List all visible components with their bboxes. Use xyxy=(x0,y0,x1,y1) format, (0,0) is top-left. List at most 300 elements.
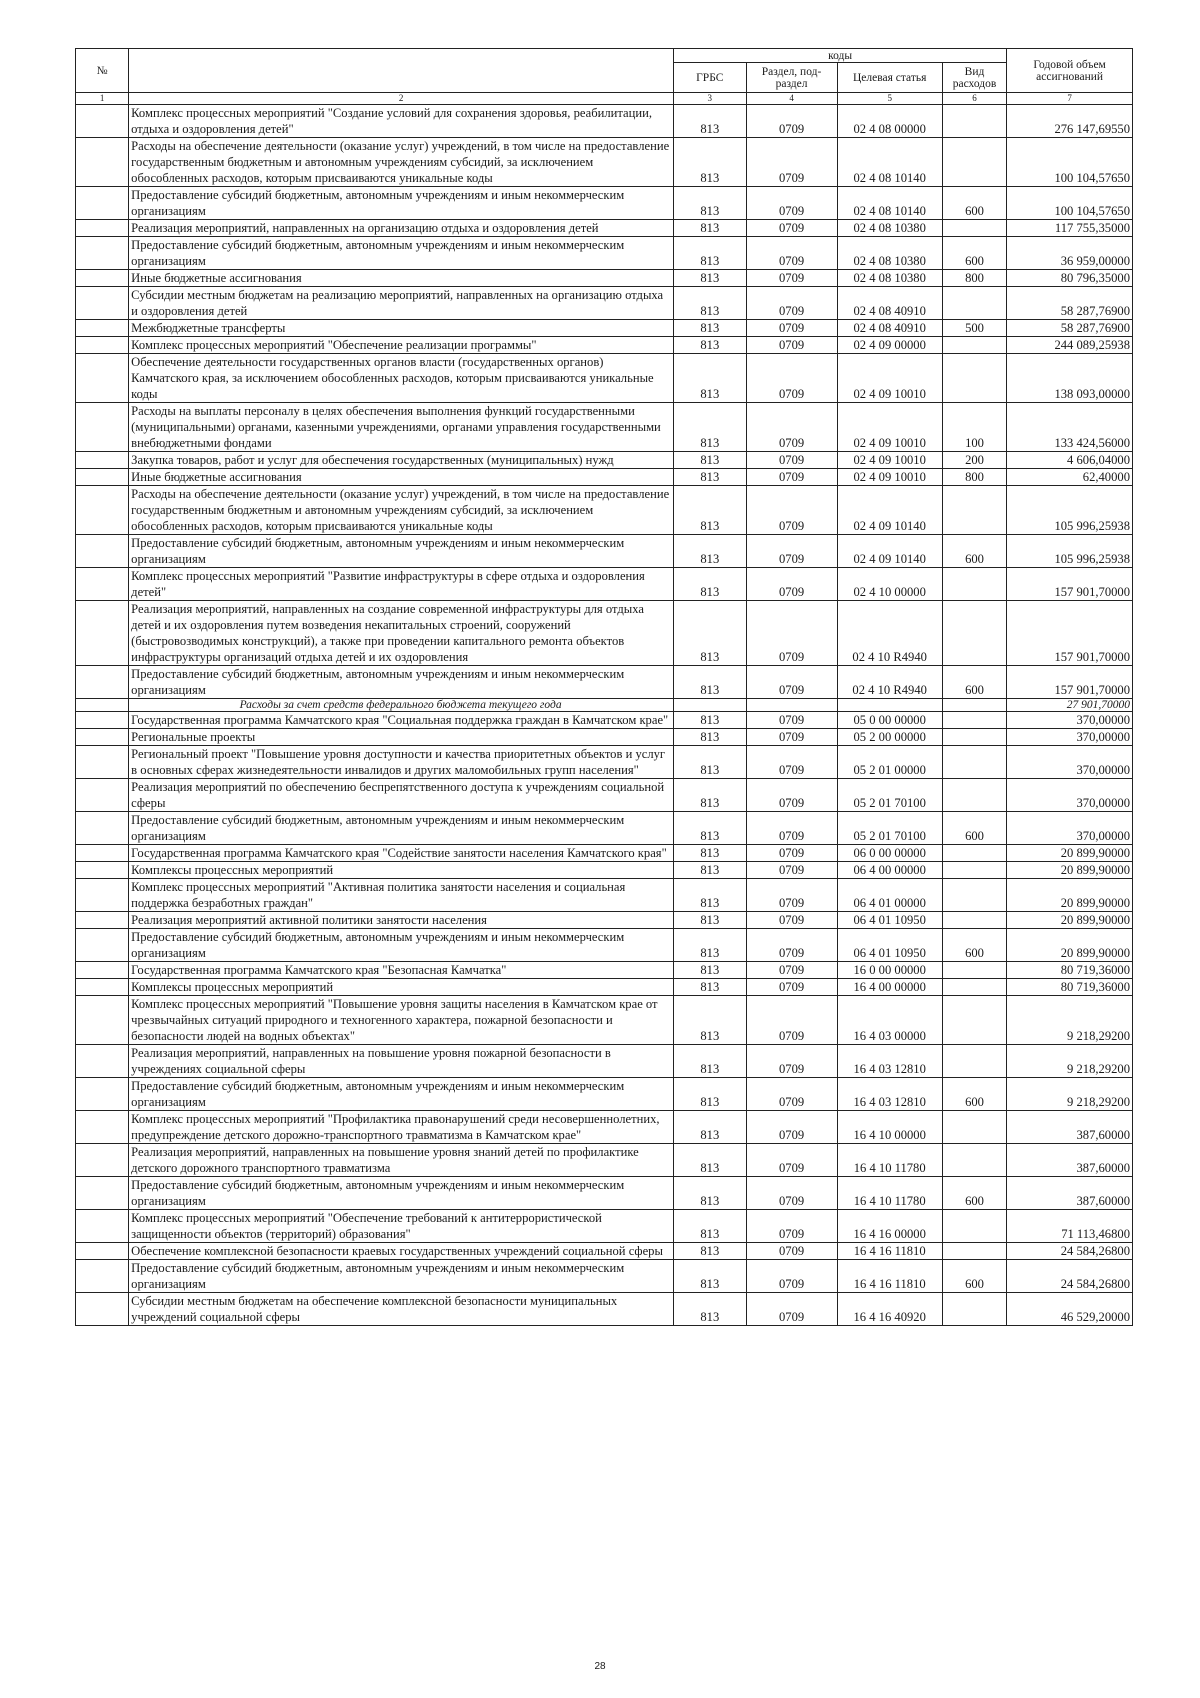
row-amount-cell: 80 796,35000 xyxy=(1007,270,1133,287)
row-kind-cell xyxy=(942,568,1006,601)
row-grbs-cell: 813 xyxy=(674,337,747,354)
row-section-cell: 0709 xyxy=(746,746,837,779)
row-num-cell xyxy=(76,666,129,699)
row-kind-cell xyxy=(942,729,1006,746)
row-name-cell: Комплекс процессных мероприятий "Обеспечение реализации программы" xyxy=(129,337,674,354)
row-grbs-cell: 813 xyxy=(674,666,747,699)
row-section-cell: 0709 xyxy=(746,105,837,138)
table-row xyxy=(76,320,1133,337)
row-section-cell: 0709 xyxy=(746,962,837,979)
row-kind-cell xyxy=(942,287,1006,320)
row-num-cell xyxy=(76,879,129,912)
row-target-cell: 02 4 08 40910 xyxy=(837,287,942,320)
row-num-cell xyxy=(76,1243,129,1260)
row-grbs-cell: 813 xyxy=(674,1260,747,1293)
row-grbs-cell: 813 xyxy=(674,1210,747,1243)
row-name-cell: Расходы на обеспечение деятельности (оказание услуг) учреждений, в том числе на предоставление государственным бюджетным и автономным учреждениям субсидий, за исключением обособленных расходов, которым присваиваются уникальные коды xyxy=(129,486,674,535)
row-amount-cell: 58 287,76900 xyxy=(1007,287,1133,320)
row-grbs-cell: 813 xyxy=(674,469,747,486)
table-row xyxy=(76,187,1133,220)
row-kind-cell xyxy=(942,912,1006,929)
table-row xyxy=(76,1293,1133,1326)
row-kind-cell xyxy=(942,1293,1006,1326)
header-name-blank xyxy=(129,49,674,93)
row-target-cell: 06 4 01 10950 xyxy=(837,929,942,962)
row-section-cell: 0709 xyxy=(746,1210,837,1243)
row-amount-cell: 24 584,26800 xyxy=(1007,1243,1133,1260)
row-kind-cell xyxy=(942,1111,1006,1144)
table-row xyxy=(76,486,1133,535)
row-kind-cell xyxy=(942,105,1006,138)
row-grbs-cell: 813 xyxy=(674,746,747,779)
row-num-cell xyxy=(76,237,129,270)
row-target-cell: 06 4 01 10950 xyxy=(837,912,942,929)
row-kind-cell xyxy=(942,486,1006,535)
row-grbs-cell xyxy=(674,699,747,712)
row-grbs-cell: 813 xyxy=(674,779,747,812)
row-num-cell xyxy=(76,469,129,486)
page-number: 28 xyxy=(594,1661,606,1672)
row-target-cell: 16 4 00 00000 xyxy=(837,979,942,996)
row-grbs-cell: 813 xyxy=(674,220,747,237)
row-num-cell xyxy=(76,138,129,187)
row-kind-cell xyxy=(942,138,1006,187)
table-row xyxy=(76,138,1133,187)
row-num-cell xyxy=(76,287,129,320)
row-kind-cell: 800 xyxy=(942,469,1006,486)
row-num-cell xyxy=(76,187,129,220)
row-name-cell: Комплексы процессных мероприятий xyxy=(129,862,674,879)
row-amount-cell: 138 093,00000 xyxy=(1007,354,1133,403)
col-number-4: 4 xyxy=(746,93,837,105)
row-amount-cell: 100 104,57650 xyxy=(1007,187,1133,220)
row-amount-cell: 20 899,90000 xyxy=(1007,929,1133,962)
row-section-cell: 0709 xyxy=(746,929,837,962)
row-amount-cell: 9 218,29200 xyxy=(1007,1078,1133,1111)
row-section-cell: 0709 xyxy=(746,845,837,862)
row-grbs-cell: 813 xyxy=(674,452,747,469)
row-grbs-cell: 813 xyxy=(674,1078,747,1111)
row-kind-cell xyxy=(942,979,1006,996)
row-num-cell xyxy=(76,601,129,666)
row-name-cell: Обеспечение деятельности государственных органов власти (государственных органов) Камчатского края, за исключением обособленных расходов, которым присваиваются уникальные коды xyxy=(129,354,674,403)
row-kind-cell xyxy=(942,220,1006,237)
row-target-cell: 16 4 03 12810 xyxy=(837,1045,942,1078)
table-row xyxy=(76,535,1133,568)
row-num-cell xyxy=(76,979,129,996)
row-name-cell: Расходы за счет средств федерального бюджета текущего года xyxy=(129,699,674,712)
row-kind-cell: 600 xyxy=(942,237,1006,270)
row-kind-cell: 200 xyxy=(942,452,1006,469)
row-grbs-cell: 813 xyxy=(674,1144,747,1177)
row-num-cell xyxy=(76,1078,129,1111)
table-row xyxy=(76,962,1133,979)
row-kind-cell: 800 xyxy=(942,270,1006,287)
row-grbs-cell: 813 xyxy=(674,486,747,535)
row-section-cell: 0709 xyxy=(746,287,837,320)
row-section-cell: 0709 xyxy=(746,712,837,729)
col-number-7: 7 xyxy=(1007,93,1133,105)
row-target-cell: 16 4 16 11810 xyxy=(837,1243,942,1260)
row-grbs-cell: 813 xyxy=(674,403,747,452)
row-section-cell: 0709 xyxy=(746,337,837,354)
table-row xyxy=(76,729,1133,746)
row-amount-cell: 387,60000 xyxy=(1007,1144,1133,1177)
row-num-cell xyxy=(76,912,129,929)
row-section-cell: 0709 xyxy=(746,1078,837,1111)
row-grbs-cell: 813 xyxy=(674,237,747,270)
row-name-cell: Государственная программа Камчатского края "Безопасная Камчатка" xyxy=(129,962,674,979)
row-name-cell: Иные бюджетные ассигнования xyxy=(129,270,674,287)
row-amount-cell: 27 901,70000 xyxy=(1007,699,1133,712)
table-row xyxy=(76,354,1133,403)
row-name-cell: Иные бюджетные ассигнования xyxy=(129,469,674,486)
row-num-cell xyxy=(76,1144,129,1177)
row-target-cell: 16 4 10 11780 xyxy=(837,1177,942,1210)
row-name-cell: Предоставление субсидий бюджетным, автономным учреждениям и иным некоммерческим организациям xyxy=(129,237,674,270)
row-num-cell xyxy=(76,862,129,879)
row-name-cell: Предоставление субсидий бюджетным, автономным учреждениям и иным некоммерческим организациям xyxy=(129,187,674,220)
row-num-cell xyxy=(76,929,129,962)
row-target-cell: 16 0 00 00000 xyxy=(837,962,942,979)
row-kind-cell xyxy=(942,1210,1006,1243)
table-row xyxy=(76,469,1133,486)
col-number-3: 3 xyxy=(674,93,747,105)
row-name-cell: Региональные проекты xyxy=(129,729,674,746)
row-kind-cell: 600 xyxy=(942,535,1006,568)
row-kind-cell xyxy=(942,879,1006,912)
row-kind-cell xyxy=(942,699,1006,712)
row-target-cell: 02 4 08 10140 xyxy=(837,187,942,220)
row-amount-cell: 157 901,70000 xyxy=(1007,568,1133,601)
table-row xyxy=(76,270,1133,287)
row-section-cell: 0709 xyxy=(746,912,837,929)
row-num-cell xyxy=(76,996,129,1045)
row-section-cell: 0709 xyxy=(746,996,837,1045)
row-target-cell: 16 4 03 12810 xyxy=(837,1078,942,1111)
row-name-cell: Расходы на обеспечение деятельности (оказание услуг) учреждений, в том числе на предоставление государственным бюджетным и автономным учреждениям субсидий, за исключением обособленных расходов, которым присваиваются уникальные коды xyxy=(129,138,674,187)
row-grbs-cell: 813 xyxy=(674,929,747,962)
row-target-cell: 02 4 08 10380 xyxy=(837,237,942,270)
row-target-cell: 02 4 10 R4940 xyxy=(837,666,942,699)
row-amount-cell: 58 287,76900 xyxy=(1007,320,1133,337)
row-num-cell xyxy=(76,1111,129,1144)
row-amount-cell: 370,00000 xyxy=(1007,812,1133,845)
col-number-6: 6 xyxy=(942,93,1006,105)
row-amount-cell: 9 218,29200 xyxy=(1007,1045,1133,1078)
row-section-cell: 0709 xyxy=(746,1045,837,1078)
row-num-cell xyxy=(76,535,129,568)
header-volume: Годовой объем ассигнований xyxy=(1007,49,1133,93)
row-target-cell: 02 4 09 10010 xyxy=(837,452,942,469)
row-grbs-cell: 813 xyxy=(674,535,747,568)
row-num-cell xyxy=(76,699,129,712)
row-amount-cell: 370,00000 xyxy=(1007,712,1133,729)
row-amount-cell: 100 104,57650 xyxy=(1007,138,1133,187)
table-row xyxy=(76,601,1133,666)
table-row xyxy=(76,568,1133,601)
row-target-cell: 05 2 00 00000 xyxy=(837,729,942,746)
row-target-cell: 02 4 09 10140 xyxy=(837,486,942,535)
row-kind-cell: 500 xyxy=(942,320,1006,337)
row-grbs-cell: 813 xyxy=(674,187,747,220)
row-section-cell xyxy=(746,699,837,712)
row-target-cell: 16 4 03 00000 xyxy=(837,996,942,1045)
row-section-cell: 0709 xyxy=(746,779,837,812)
row-name-cell: Реализация мероприятий, направленных на повышение уровня знаний детей по профилактике детского дорожного транспортного травматизма xyxy=(129,1144,674,1177)
row-section-cell: 0709 xyxy=(746,879,837,912)
row-kind-cell xyxy=(942,746,1006,779)
row-amount-cell: 276 147,69550 xyxy=(1007,105,1133,138)
row-kind-cell xyxy=(942,337,1006,354)
row-kind-cell xyxy=(942,1045,1006,1078)
table-row xyxy=(76,996,1133,1045)
row-target-cell xyxy=(837,699,942,712)
row-name-cell: Субсидии местным бюджетам на обеспечение комплексной безопасности муниципальных учреждений социальной сферы xyxy=(129,1293,674,1326)
row-amount-cell: 244 089,25938 xyxy=(1007,337,1133,354)
row-grbs-cell: 813 xyxy=(674,1111,747,1144)
row-grbs-cell: 813 xyxy=(674,568,747,601)
row-target-cell: 16 4 16 00000 xyxy=(837,1210,942,1243)
row-amount-cell: 157 901,70000 xyxy=(1007,666,1133,699)
row-amount-cell: 387,60000 xyxy=(1007,1177,1133,1210)
row-name-cell: Расходы на выплаты персоналу в целях обеспечения выполнения функций государственными (муниципальными) органами, казенными учреждениями, органами управления государственными внебюджетными фондами xyxy=(129,403,674,452)
row-grbs-cell: 813 xyxy=(674,1177,747,1210)
row-num-cell xyxy=(76,105,129,138)
row-amount-cell: 370,00000 xyxy=(1007,729,1133,746)
row-grbs-cell: 813 xyxy=(674,996,747,1045)
header-codes: коды xyxy=(674,49,1007,63)
table-row xyxy=(76,845,1133,862)
row-name-cell: Предоставление субсидий бюджетным, автономным учреждениям и иным некоммерческим организациям xyxy=(129,1078,674,1111)
row-grbs-cell: 813 xyxy=(674,712,747,729)
row-num-cell xyxy=(76,779,129,812)
row-target-cell: 16 4 10 11780 xyxy=(837,1144,942,1177)
row-grbs-cell: 813 xyxy=(674,105,747,138)
row-amount-cell: 71 113,46800 xyxy=(1007,1210,1133,1243)
row-num-cell xyxy=(76,354,129,403)
row-target-cell: 02 4 10 00000 xyxy=(837,568,942,601)
row-num-cell xyxy=(76,452,129,469)
row-name-cell: Закупка товаров, работ и услуг для обеспечения государственных (муниципальных) нужд xyxy=(129,452,674,469)
row-grbs-cell: 813 xyxy=(674,879,747,912)
table-row xyxy=(76,929,1133,962)
row-grbs-cell: 813 xyxy=(674,270,747,287)
table-header xyxy=(76,49,1133,105)
budget-table-sheet xyxy=(75,48,1133,1326)
row-name-cell: Комплексы процессных мероприятий xyxy=(129,979,674,996)
row-target-cell: 06 0 00 00000 xyxy=(837,845,942,862)
row-num-cell xyxy=(76,712,129,729)
table-row xyxy=(76,779,1133,812)
header-target: Целевая статья xyxy=(837,63,942,93)
row-kind-cell: 100 xyxy=(942,403,1006,452)
row-amount-cell: 20 899,90000 xyxy=(1007,862,1133,879)
row-num-cell xyxy=(76,746,129,779)
table-row xyxy=(76,712,1133,729)
row-num-cell xyxy=(76,403,129,452)
row-grbs-cell: 813 xyxy=(674,979,747,996)
row-name-cell: Субсидии местным бюджетам на реализацию мероприятий, направленных на организацию отдыха и оздоровления детей xyxy=(129,287,674,320)
row-kind-cell xyxy=(942,996,1006,1045)
row-amount-cell: 105 996,25938 xyxy=(1007,535,1133,568)
row-target-cell: 05 2 01 70100 xyxy=(837,779,942,812)
row-target-cell: 16 4 16 40920 xyxy=(837,1293,942,1326)
row-grbs-cell: 813 xyxy=(674,1293,747,1326)
table-row xyxy=(76,1078,1133,1111)
row-name-cell: Комплекс процессных мероприятий "Создание условий для сохранения здоровья, реабилитации, отдыха и оздоровления детей" xyxy=(129,105,674,138)
row-num-cell xyxy=(76,962,129,979)
budget-table xyxy=(75,48,1133,1326)
col-number-2: 2 xyxy=(129,93,674,105)
row-section-cell: 0709 xyxy=(746,403,837,452)
header-grbs: ГРБС xyxy=(674,63,747,93)
row-amount-cell: 80 719,36000 xyxy=(1007,962,1133,979)
table-row xyxy=(76,746,1133,779)
table-row xyxy=(76,1260,1133,1293)
row-section-cell: 0709 xyxy=(746,1243,837,1260)
row-section-cell: 0709 xyxy=(746,535,837,568)
row-name-cell: Реализация мероприятий, направленных на повышение уровня пожарной безопасности в учреждениях социальной сферы xyxy=(129,1045,674,1078)
row-kind-cell xyxy=(942,712,1006,729)
row-section-cell: 0709 xyxy=(746,469,837,486)
row-section-cell: 0709 xyxy=(746,601,837,666)
row-num-cell xyxy=(76,270,129,287)
row-amount-cell: 157 901,70000 xyxy=(1007,601,1133,666)
row-section-cell: 0709 xyxy=(746,862,837,879)
row-amount-cell: 46 529,20000 xyxy=(1007,1293,1133,1326)
row-section-cell: 0709 xyxy=(746,1144,837,1177)
row-grbs-cell: 813 xyxy=(674,138,747,187)
table-row xyxy=(76,287,1133,320)
table-row xyxy=(76,403,1133,452)
row-name-cell: Обеспечение комплексной безопасности краевых государственных учреждений социальной сферы xyxy=(129,1243,674,1260)
row-name-cell: Комплекс процессных мероприятий "Развитие инфраструктуры в сфере отдыха и оздоровления детей" xyxy=(129,568,674,601)
row-section-cell: 0709 xyxy=(746,354,837,403)
table-row xyxy=(76,912,1133,929)
row-amount-cell: 133 424,56000 xyxy=(1007,403,1133,452)
row-name-cell: Реализация мероприятий, направленных на создание современной инфраструктуры для отдыха детей и их оздоровления путем возведения некапитальных строений, сооружений (быстровозводимых конструкций), а также при проведении капитального ремонта объектов инфраструктуры организаций отдыха детей и их оздоровления xyxy=(129,601,674,666)
row-amount-cell: 20 899,90000 xyxy=(1007,845,1133,862)
row-kind-cell xyxy=(942,779,1006,812)
table-row xyxy=(76,862,1133,879)
row-target-cell: 02 4 08 10140 xyxy=(837,138,942,187)
table-row xyxy=(76,1045,1133,1078)
row-grbs-cell: 813 xyxy=(674,729,747,746)
row-target-cell: 02 4 08 40910 xyxy=(837,320,942,337)
row-section-cell: 0709 xyxy=(746,1293,837,1326)
row-section-cell: 0709 xyxy=(746,1260,837,1293)
row-name-cell: Предоставление субсидий бюджетным, автономным учреждениям и иным некоммерческим организациям xyxy=(129,535,674,568)
row-section-cell: 0709 xyxy=(746,1111,837,1144)
row-amount-cell: 36 959,00000 xyxy=(1007,237,1133,270)
table-row xyxy=(76,812,1133,845)
row-grbs-cell: 813 xyxy=(674,601,747,666)
row-target-cell: 02 4 09 10010 xyxy=(837,354,942,403)
row-name-cell: Реализация мероприятий, направленных на организацию отдыха и оздоровления детей xyxy=(129,220,674,237)
row-grbs-cell: 813 xyxy=(674,862,747,879)
row-target-cell: 16 4 10 00000 xyxy=(837,1111,942,1144)
row-num-cell xyxy=(76,1293,129,1326)
row-amount-cell: 117 755,35000 xyxy=(1007,220,1133,237)
table-row xyxy=(76,1177,1133,1210)
table-row xyxy=(76,1243,1133,1260)
row-name-cell: Комплекс процессных мероприятий "Профилактика правонарушений среди несовершеннолетних, предупреждение детского дорожно-транспортного травматизма в Камчатском крае" xyxy=(129,1111,674,1144)
row-section-cell: 0709 xyxy=(746,187,837,220)
row-target-cell: 02 4 08 10380 xyxy=(837,270,942,287)
row-target-cell: 05 0 00 00000 xyxy=(837,712,942,729)
row-grbs-cell: 813 xyxy=(674,1045,747,1078)
row-section-cell: 0709 xyxy=(746,220,837,237)
row-amount-cell: 80 719,36000 xyxy=(1007,979,1133,996)
row-target-cell: 02 4 09 10010 xyxy=(837,469,942,486)
row-kind-cell xyxy=(942,601,1006,666)
row-num-cell xyxy=(76,845,129,862)
row-kind-cell: 600 xyxy=(942,666,1006,699)
row-num-cell xyxy=(76,486,129,535)
row-name-cell: Комплекс процессных мероприятий "Повышение уровня защиты населения в Камчатском крае от чрезвычайных ситуаций природного и техногенного характера, пожарной безопасности и безопасности людей на водных объектах" xyxy=(129,996,674,1045)
row-target-cell: 02 4 09 10010 xyxy=(837,403,942,452)
row-amount-cell: 370,00000 xyxy=(1007,746,1133,779)
row-kind-cell xyxy=(942,354,1006,403)
row-name-cell: Государственная программа Камчатского края "Социальная поддержка граждан в Камчатском крае" xyxy=(129,712,674,729)
table-row xyxy=(76,337,1133,354)
table-row xyxy=(76,1210,1133,1243)
row-amount-cell: 24 584,26800 xyxy=(1007,1260,1133,1293)
row-kind-cell xyxy=(942,845,1006,862)
table-row xyxy=(76,699,1133,712)
row-num-cell xyxy=(76,320,129,337)
row-target-cell: 16 4 16 11810 xyxy=(837,1260,942,1293)
row-name-cell: Предоставление субсидий бюджетным, автономным учреждениям и иным некоммерческим организациям xyxy=(129,812,674,845)
row-section-cell: 0709 xyxy=(746,729,837,746)
row-name-cell: Предоставление субсидий бюджетным, автономным учреждениям и иным некоммерческим организациям xyxy=(129,1177,674,1210)
header-num: № xyxy=(76,49,129,93)
row-num-cell xyxy=(76,729,129,746)
row-amount-cell: 387,60000 xyxy=(1007,1111,1133,1144)
row-kind-cell xyxy=(942,1144,1006,1177)
header-kind: Вид расходов xyxy=(942,63,1006,93)
row-name-cell: Региональный проект "Повышение уровня доступности и качества приоритетных объектов и услуг в основных сферах жизнедеятельности инвалидов и других маломобильных групп населения" xyxy=(129,746,674,779)
row-name-cell: Государственная программа Камчатского края "Содействие занятости населения Камчатского края" xyxy=(129,845,674,862)
row-name-cell: Предоставление субсидий бюджетным, автономным учреждениям и иным некоммерческим организациям xyxy=(129,666,674,699)
col-number-5: 5 xyxy=(837,93,942,105)
row-name-cell: Предоставление субсидий бюджетным, автономным учреждениям и иным некоммерческим организациям xyxy=(129,1260,674,1293)
row-grbs-cell: 813 xyxy=(674,1243,747,1260)
row-grbs-cell: 813 xyxy=(674,354,747,403)
row-target-cell: 06 4 00 00000 xyxy=(837,862,942,879)
table-row xyxy=(76,1111,1133,1144)
row-section-cell: 0709 xyxy=(746,666,837,699)
row-section-cell: 0709 xyxy=(746,568,837,601)
row-target-cell: 05 2 01 00000 xyxy=(837,746,942,779)
row-section-cell: 0709 xyxy=(746,237,837,270)
row-amount-cell: 105 996,25938 xyxy=(1007,486,1133,535)
row-target-cell: 02 4 10 R4940 xyxy=(837,601,942,666)
row-num-cell xyxy=(76,812,129,845)
row-target-cell: 02 4 08 10380 xyxy=(837,220,942,237)
row-amount-cell: 20 899,90000 xyxy=(1007,879,1133,912)
row-kind-cell xyxy=(942,1243,1006,1260)
table-row xyxy=(76,105,1133,138)
row-amount-cell: 62,40000 xyxy=(1007,469,1133,486)
header-section: Раздел, под-раздел xyxy=(746,63,837,93)
row-target-cell: 02 4 09 00000 xyxy=(837,337,942,354)
row-section-cell: 0709 xyxy=(746,812,837,845)
row-grbs-cell: 813 xyxy=(674,320,747,337)
row-section-cell: 0709 xyxy=(746,320,837,337)
row-target-cell: 06 4 01 00000 xyxy=(837,879,942,912)
